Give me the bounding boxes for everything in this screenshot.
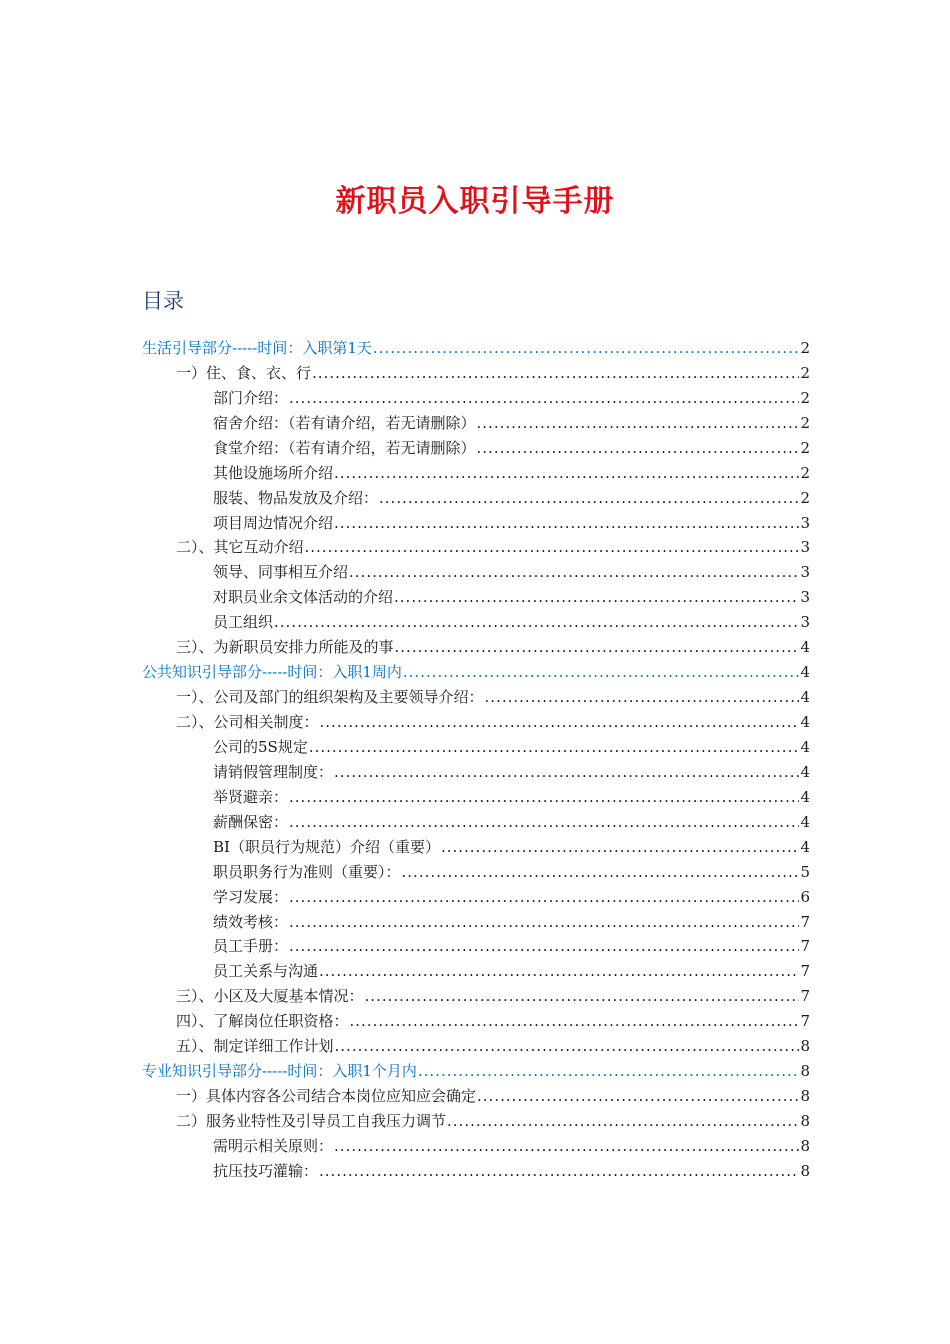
toc-entry-text: 三）、为新职员安排力所能及的事 [176, 638, 394, 657]
toc-entry-page: 5 [800, 862, 810, 881]
toc-dot-leader [309, 738, 800, 756]
toc-dot-leader [289, 913, 799, 931]
toc-entry-page: 4 [800, 638, 810, 657]
toc-dot-leader [350, 1012, 800, 1030]
toc-entry[interactable] [142, 532, 810, 557]
toc-entry[interactable] [142, 856, 810, 881]
toc-entry-text: 薪酬保密： [213, 812, 289, 831]
toc-dot-leader [334, 464, 799, 482]
toc-entry-page: 4 [800, 762, 810, 781]
toc-entry[interactable] [142, 1080, 810, 1105]
toc-entry-page: 6 [800, 887, 810, 906]
toc-dot-leader [334, 1137, 799, 1155]
toc-entry-text: 其他设施场所介绍 [213, 463, 334, 482]
toc-entry[interactable] [142, 955, 810, 980]
toc-entry[interactable] [142, 831, 810, 856]
toc-entry-text: 绩效考核： [213, 912, 289, 931]
toc-entry[interactable] [142, 656, 810, 681]
toc-dot-leader [373, 339, 800, 357]
toc-entry[interactable] [142, 606, 810, 631]
toc-entry-page: 7 [800, 912, 810, 931]
toc-entry[interactable] [142, 756, 810, 781]
toc-entry-text: 项目周边情况介绍 [213, 513, 334, 532]
toc-entry-text: 五）、制定详细工作计划 [176, 1037, 334, 1056]
toc-entry-page: 8 [800, 1112, 810, 1130]
toc-entry-page: 2 [800, 363, 810, 382]
toc-entry-text: 二）、其它互动介绍 [176, 538, 304, 557]
toc-dot-leader [418, 1062, 800, 1080]
toc-entry-page: 8 [800, 1161, 810, 1180]
toc-dot-leader [334, 763, 799, 781]
toc-entry[interactable] [142, 1155, 810, 1180]
table-of-contents [142, 332, 810, 1180]
toc-dot-leader [477, 439, 800, 457]
toc-entry-page: 7 [800, 937, 810, 956]
toc-dot-leader [395, 638, 800, 656]
toc-entry-page: 3 [800, 538, 810, 557]
toc-entry-page: 8 [800, 1087, 810, 1106]
toc-entry-text: 抗压技巧灌输： [213, 1161, 319, 1180]
toc-entry-text: 生活引导部分-----时间：入职第1天 [142, 338, 372, 357]
toc-entry[interactable] [142, 482, 810, 507]
toc-dot-leader [402, 863, 800, 881]
toc-dot-leader [274, 613, 799, 631]
toc-entry-page: 8 [800, 1062, 810, 1081]
toc-entry[interactable] [142, 507, 810, 532]
toc-entry[interactable] [142, 731, 810, 756]
toc-dot-leader [305, 538, 800, 556]
toc-entry-page: 4 [800, 787, 810, 806]
toc-entry[interactable] [142, 881, 810, 906]
toc-entry-page: 7 [800, 1012, 810, 1031]
toc-entry-text: 一）具体内容各公司结合本岗位应知应会确定 [176, 1087, 477, 1106]
document-title: 新职员入职引导手册 [335, 184, 615, 219]
toc-dot-leader [485, 688, 800, 706]
toc-entry[interactable] [142, 382, 810, 407]
toc-entry-page: 2 [800, 388, 810, 407]
toc-dot-leader [441, 838, 800, 856]
toc-entry-text: 学习发展： [213, 887, 289, 906]
toc-dot-leader [320, 713, 800, 731]
toc-entry-text: 宿舍介绍：（若有请介绍，若无请删除） [213, 413, 476, 432]
toc-entry[interactable] [142, 1030, 810, 1055]
toc-entry-page: 4 [800, 663, 810, 682]
toc-entry-page: 3 [800, 613, 810, 632]
toc-dot-leader [349, 563, 799, 581]
toc-dot-leader [289, 389, 799, 407]
toc-entry[interactable] [142, 1105, 810, 1130]
toc-entry[interactable] [142, 432, 810, 457]
toc-entry-page: 2 [800, 463, 810, 482]
toc-entry-page: 2 [800, 488, 810, 507]
toc-entry[interactable] [142, 556, 810, 581]
toc-dot-leader [289, 813, 799, 831]
toc-entry-text: 领导、同事相互介绍 [213, 563, 349, 582]
toc-entry-text: 三）、小区及大厦基本情况： [176, 987, 364, 1006]
toc-entry-page: 4 [800, 688, 810, 707]
toc-dot-leader [335, 1037, 800, 1055]
toc-entry-page: 3 [800, 588, 810, 607]
toc-entry-text: 员工关系与沟通 [213, 962, 319, 981]
toc-entry-text: 食堂介绍：（若有请介绍，若无请删除） [213, 438, 476, 457]
toc-entry-page: 4 [800, 837, 810, 856]
toc-entry-text: 一）住、食、衣、行 [176, 363, 312, 382]
toc-entry-text: 员工手册： [213, 937, 289, 956]
toc-entry-page: 3 [800, 563, 810, 582]
toc-entry-text: 职员职务行为准则（重要）： [213, 862, 401, 881]
toc-dot-leader [312, 364, 799, 382]
toc-dot-leader [403, 663, 800, 681]
toc-entry[interactable] [142, 781, 810, 806]
toc-entry[interactable] [142, 806, 810, 831]
toc-entry[interactable] [142, 1130, 810, 1155]
toc-entry[interactable] [142, 681, 810, 706]
toc-entry-text: 部门介绍： [213, 388, 289, 407]
toc-entry-text: 四）、了解岗位任职资格： [176, 1012, 349, 1031]
toc-entry-page: 2 [800, 438, 810, 457]
toc-entry[interactable] [142, 332, 810, 357]
toc-entry-page: 4 [800, 812, 810, 831]
toc-entry[interactable] [142, 931, 810, 956]
toc-dot-leader [447, 1112, 799, 1130]
toc-entry-text: 请销假管理制度： [213, 762, 334, 781]
toc-dot-leader [334, 514, 799, 532]
toc-dot-leader [477, 1087, 799, 1105]
toc-entry-page: 8 [800, 1136, 810, 1155]
toc-entry[interactable] [142, 407, 810, 432]
toc-entry-text: 专业知识引导部分-----时间：入职1个月内 [142, 1062, 417, 1081]
toc-entry-text: 需明示相关原则： [213, 1136, 334, 1155]
toc-entry-page: 4 [800, 713, 810, 731]
toc-entry[interactable] [142, 357, 810, 382]
toc-dot-leader [319, 962, 799, 980]
toc-entry[interactable] [142, 631, 810, 656]
toc-dot-leader [365, 987, 800, 1005]
toc-entry-text: 一）、公司及部门的组织架构及主要领导介绍： [176, 688, 484, 707]
toc-entry-page: 7 [800, 987, 810, 1006]
toc-entry-text: BI（职员行为规范）介绍（重要） [213, 837, 440, 856]
toc-dot-leader [289, 788, 799, 806]
toc-entry-text: 对职员业余文体活动的介绍 [213, 588, 394, 607]
toc-dot-leader [289, 888, 799, 906]
toc-entry-page: 2 [800, 413, 810, 432]
toc-entry[interactable] [142, 1055, 810, 1080]
toc-entry-text: 员工组织 [213, 613, 274, 632]
toc-dot-leader [394, 588, 799, 606]
toc-entry-page: 8 [800, 1037, 810, 1056]
toc-dot-leader [319, 1162, 799, 1180]
toc-entry-page: 2 [800, 338, 810, 357]
toc-entry[interactable] [142, 581, 810, 606]
toc-entry[interactable] [142, 980, 810, 1005]
toc-entry-text: 公共知识引导部分-----时间：入职1周内 [142, 663, 402, 682]
toc-entry-text: 服装、物品发放及介绍： [213, 488, 379, 507]
toc-entry-text: 举贤避亲： [213, 787, 289, 806]
toc-entry-text: 二）服务业特性及引导员工自我压力调节 [176, 1112, 447, 1130]
toc-entry-text: 公司的5S规定 [213, 737, 308, 756]
toc-dot-leader [289, 937, 799, 955]
toc-entry[interactable] [142, 1005, 810, 1030]
toc-heading: 目录 [142, 289, 184, 313]
toc-dot-leader [477, 414, 800, 432]
toc-entry[interactable] [142, 457, 810, 482]
toc-entry[interactable] [142, 706, 810, 731]
toc-entry[interactable] [142, 906, 810, 931]
toc-entry-page: 7 [800, 962, 810, 981]
toc-dot-leader [379, 489, 799, 507]
toc-entry-text: 二）、公司相关制度： [176, 713, 319, 731]
toc-entry-page: 4 [800, 737, 810, 756]
toc-entry-page: 3 [800, 513, 810, 532]
